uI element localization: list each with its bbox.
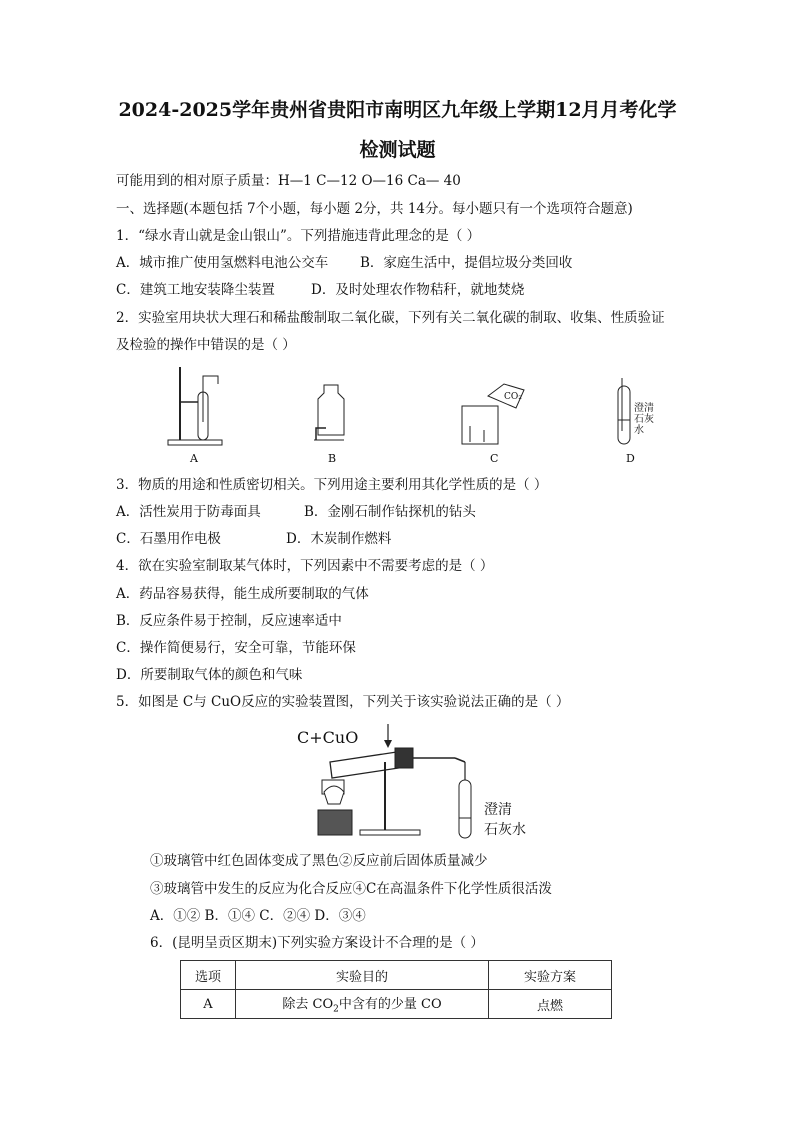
title-line-2: 检测试题 (359, 139, 436, 161)
q1-option-b: B．家庭生活中，提倡垃圾分类回收 (360, 255, 573, 271)
q4-option-b: B．反应条件易于控制，反应速率适中 (116, 613, 342, 629)
figure-b-bottle (312, 380, 352, 445)
table-header: 实验方案 (489, 961, 612, 990)
table-cell-option: A (181, 990, 236, 1019)
label-b: B (328, 452, 337, 465)
q5-limewater-label: 澄清 石灰水 (484, 802, 526, 838)
q5-options: A．①② B．①④ C．②④ D．③④ (150, 908, 366, 924)
table-cell-goal: 除去 $CO_2$中含有的少量 CO (236, 990, 489, 1019)
q4-option-c: C．操作简便易行，安全可靠，节能环保 (116, 640, 356, 656)
c-cuo-label: C+CuO (297, 728, 359, 747)
q3-option-c: C．石墨用作电极 (116, 531, 221, 547)
q5-stem: 5．如图是 C与 CuO反应的实验装置图，下列关于该实验说法正确的是（ ） (116, 694, 570, 710)
table-header-row (181, 961, 612, 990)
table-header: 选项 (181, 961, 236, 990)
q4-stem: 4．欲在实验室制取某气体时，下列因素中不需要考虑的是（ ） (116, 558, 494, 574)
co2-label: CO₂ (504, 392, 522, 402)
q1-option-c: C．建筑工地安装降尘装置 (116, 282, 275, 298)
table-cell-plan: 点燃 (489, 990, 612, 1019)
q1-option-a: A．城市推广使用氢燃料电池公交车 (116, 255, 329, 271)
atomic-mass-line: 可能用到的相对原子质量：H—1 C—12 O—16 Ca— 40 (116, 173, 461, 189)
label-a: A (190, 452, 198, 465)
q1-option-d: D．及时处理农作物秸秆，就地焚烧 (311, 282, 525, 298)
figure-c-beaker (458, 378, 528, 448)
limewater-label: 澄清 石灰 水 (634, 403, 654, 436)
q2-stem-1: 2．实验室用块状大理石和稀盐酸制取二氧化碳，下列有关二氧化碳的制取、收集、性质验证 (116, 310, 665, 326)
q2-stem-2: 及检验的操作中错误的是（ ） (116, 337, 296, 353)
label-c: C (490, 452, 499, 465)
q3-stem: 3．物质的用途和性质密切相关。下列用途主要利用其化学性质的是（ ） (116, 477, 548, 493)
q3-option-b: B．金刚石制作钻探机的钻头 (304, 504, 476, 520)
table-row (181, 990, 612, 1019)
q5-statement-1: ①玻璃管中红色固体变成了黑色②反应前后固体质量减少 (150, 853, 488, 869)
q4-option-d: D．所要制取气体的颜色和气味 (116, 667, 303, 683)
title-line-1: 2024-2025学年贵州省贵阳市南明区九年级上学期12月月考化学 (118, 99, 677, 121)
q5-statement-2: ③玻璃管中发生的反应为化合反应④C在高温条件下化学性质很活泼 (150, 881, 552, 897)
q1-stem: 1．“绿水青山就是金山银山”。下列措施违背此理念的是（ ） (116, 228, 481, 244)
q6-stem: 6．(昆明呈贡区期末)下列实验方案设计不合理的是（ ） (150, 935, 484, 951)
figure-a-apparatus (160, 362, 230, 452)
q3-option-d: D．木炭制作燃料 (286, 531, 392, 547)
q3-option-a: A．活性炭用于防毒面具 (116, 504, 261, 520)
q4-option-a: A．药品容易获得，能生成所要制取的气体 (116, 586, 369, 602)
table-header: 实验目的 (236, 961, 489, 990)
section-heading: 一、选择题(本题包括 7个小题，每小题 2分，共 14分。每小题只有一个选项符合题意) (116, 201, 633, 217)
label-d: D (626, 452, 635, 465)
q6-table (180, 960, 612, 1019)
